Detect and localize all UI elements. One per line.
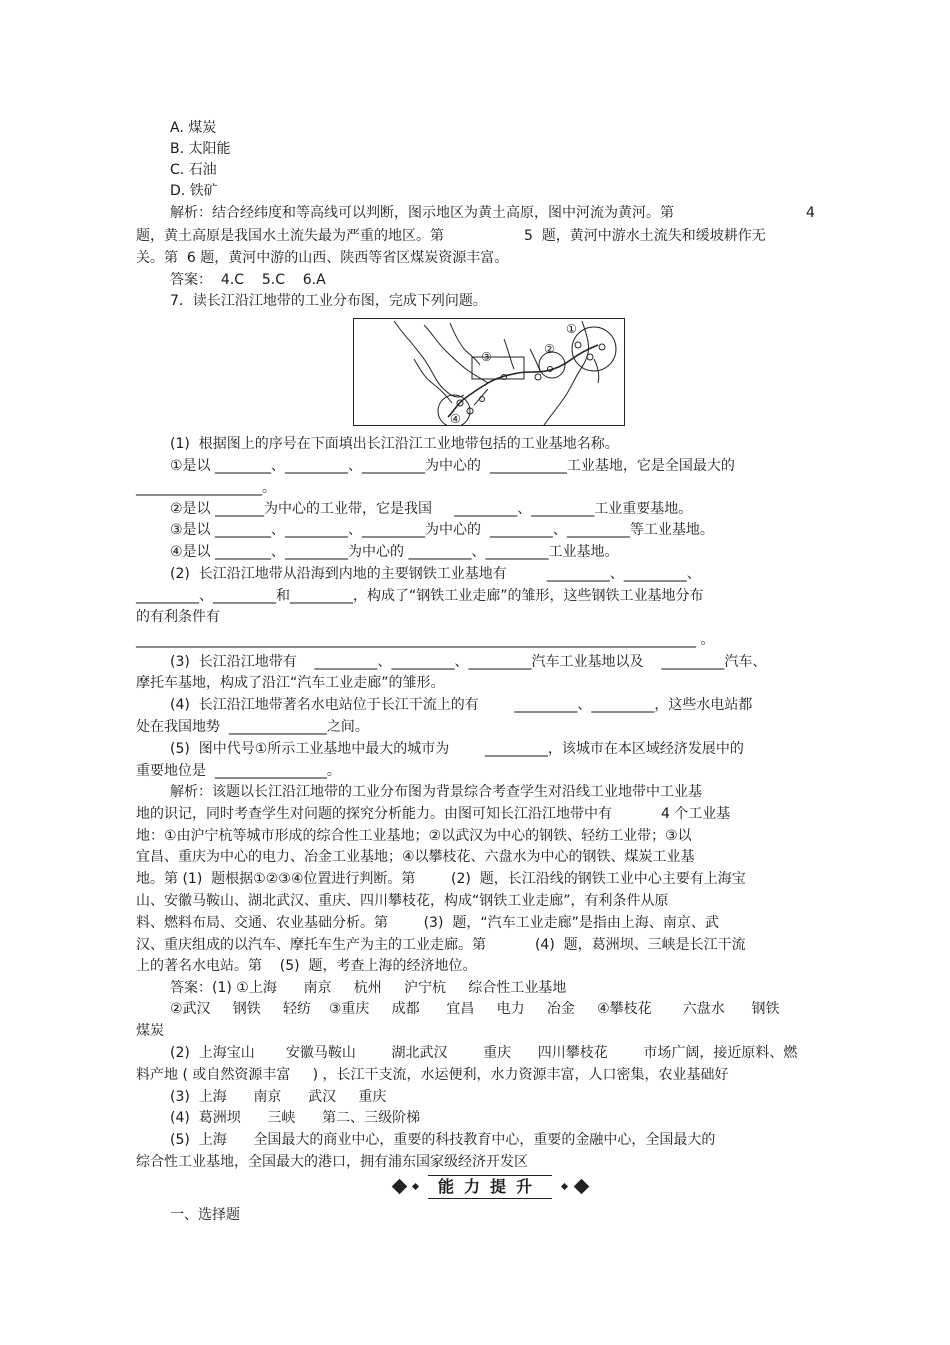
- answer-line: (5) 上海 全国最大的商业中心，重要的科技教育中心，重要的金融中心，全国最大的: [170, 1132, 716, 1148]
- analysis-line: 地的识记，同时考查学生对问题的探究分析能力。由图可知长江沿江地带中有 4 个工业基: [136, 806, 731, 822]
- answer-line: 综合性工业基地，全国最大的港口，拥有浦东国家级经济开发区: [136, 1154, 528, 1170]
- map-label: ②: [544, 342, 555, 356]
- analysis-line: 汉、重庆组成的以汽车、摩托车生产为主的工业走廊。第 (4) 题，葛洲坝、三峡是长江干流: [136, 937, 746, 953]
- dot-icon: [412, 1183, 419, 1190]
- question-part: (3) 长江沿江地带有 _________、_________、_________汽车工业基地以及 _________汽车、: [170, 654, 767, 670]
- analysis-line: 料、燃料布局、交通、农业基础分析。第 (3) 题，“汽车工业走廊”是指由上海、南京、武: [136, 915, 719, 931]
- dot-icon: [561, 1183, 568, 1190]
- question-blank-line: ________________________________________________________________________________ 。: [136, 632, 715, 648]
- question-blank-line: 的有利条件有: [136, 609, 220, 625]
- question-blank-line: 重要地位是 ________________。: [136, 763, 341, 779]
- answer-line: (4) 葛洲坝 三峡 第二、三级阶梯: [170, 1110, 421, 1126]
- question-part: (4) 长江沿江地带著名水电站位于长江干流上的有 _________、_________，这些水电站都: [170, 697, 753, 713]
- question-blank-line: ④是以 ________、_________为中心的 _________、_________工业基地。: [170, 544, 619, 560]
- map-label: ①: [566, 322, 577, 336]
- question-blank-line: _________、_________和_________，构成了“钢铁工业走廊”的雏形，这些钢铁工业基地分布: [136, 588, 704, 604]
- question-blank-line: ③是以 ________、_________、_________为中心的 _________、_________等工业基地。: [170, 522, 714, 538]
- analysis-line: 地。第 (1) 题根据①②③④位置进行判断。第 (2) 题，长江沿线的钢铁工业中心主要有上海宝: [136, 871, 746, 887]
- question-blank-line: ②是以 _______为中心的工业带，它是我国 _________、_________工业重要基地。: [170, 501, 693, 517]
- map-label: ③: [481, 350, 492, 364]
- option-b: B. 太阳能: [170, 141, 231, 157]
- diamond-icon: [392, 1179, 408, 1195]
- question-blank-line: 处在我国地势 ______________之间。: [136, 719, 369, 735]
- analysis-line: 题，黄土高原是我国水土流失最为严重的地区。第: [136, 228, 444, 244]
- analysis-line: 解析：该题以长江沿江地带的工业分布图为背景综合考查学生对沿线工业地带中工业基: [170, 784, 702, 800]
- option-a: A. 煤炭: [170, 120, 217, 136]
- question-part: (5) 图中代号①所示工业基地中最大的城市为 _________，该城市在本区域经济发展中的: [170, 741, 744, 757]
- section-banner: [388, 1174, 592, 1200]
- answer-line: 料产地 ( 或自然资源丰富 ) ，长江干支流，水运便利，水力资源丰富，人口密集，农业基础好: [136, 1067, 729, 1083]
- yangtze-industry-map: [353, 318, 625, 426]
- answer-line: ②武汉 钢铁 轻纺 ③重庆 成都 宜昌 电力 冶金 ④攀枝花 六盘水 钢铁: [170, 1001, 780, 1017]
- banner-title: 能力提升: [428, 1175, 552, 1199]
- analysis-line: 宜昌、重庆为中心的电力、冶金工业基地；④以攀枝花、六盘水为中心的钢铁、煤炭工业基: [136, 849, 695, 865]
- question-blank-line: __________________。: [136, 480, 276, 496]
- answer-line: (2) 上海宝山 安徽马鞍山 湖北武汉 重庆 四川攀枝花 市场广阔，接近原料、燃: [170, 1045, 798, 1061]
- answer-line: 答案：(1) ①上海 南京 杭州 沪宁杭 综合性工业基地: [170, 980, 567, 996]
- question-blank-line: 摩托车基地，构成了沿江“汽车工业走廊”的雏形。: [136, 675, 445, 691]
- answer-line: 煤炭: [136, 1023, 164, 1039]
- analysis-line: 5 题，黄河中游水土流失和缓坡耕作无: [524, 228, 766, 244]
- map-label: ④: [450, 412, 461, 426]
- question-stem: 7．读长江沿江地带的工业分布图，完成下列问题。: [170, 293, 487, 309]
- answer-line: 答案： 4.C 5.C 6.A: [170, 272, 326, 288]
- analysis-number: 4: [806, 205, 815, 221]
- option-d: D. 铁矿: [170, 183, 218, 199]
- question-blank-line: ①是以 ________、_________、_________为中心的 ___________工业基地，它是全国最大的: [170, 458, 735, 474]
- analysis-line: 山、安徽马鞍山、湖北武汉、重庆、四川攀枝花，构成“钢铁工业走廊”，有利条件从原: [136, 893, 669, 909]
- map-drawing: [354, 319, 624, 425]
- analysis-line: 解析：结合经纬度和等高线可以判断，图示地区为黄土高原，图中河流为黄河。第: [170, 205, 674, 221]
- question-part: (2) 长江沿江地带从沿海到内地的主要钢铁工业基地有 _________、_________、: [170, 566, 701, 582]
- analysis-line: 地：①由沪宁杭等城市形成的综合性工业基地；②以武汉为中心的钢铁、轻纺工业带；③以: [136, 828, 692, 844]
- section-heading: 一、选择题: [170, 1207, 240, 1223]
- diamond-icon: [574, 1179, 590, 1195]
- analysis-line: 上的著名水电站。第 (5) 题，考查上海的经济地位。: [136, 958, 477, 974]
- answer-line: (3) 上海 南京 武汉 重庆: [170, 1089, 387, 1105]
- analysis-line: 关。第 6 题，黄河中游的山西、陕西等省区煤炭资源丰富。: [136, 250, 509, 266]
- question-part: (1) 根据图上的序号在下面填出长江沿江工业地带包括的工业基地名称。: [170, 436, 619, 452]
- option-c: C. 石油: [170, 162, 217, 178]
